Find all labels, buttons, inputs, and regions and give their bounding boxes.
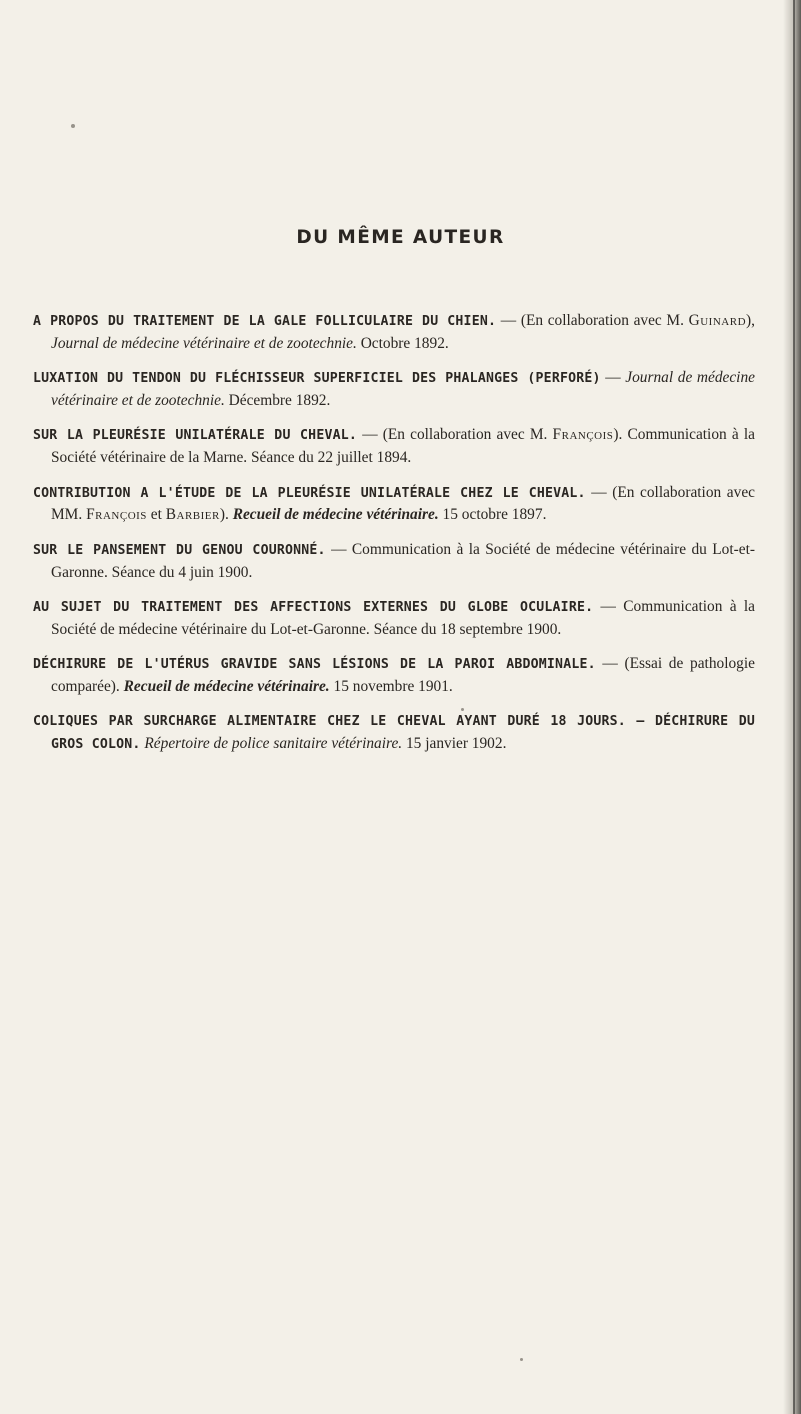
entry-title: DÉCHIRURE DE L'UTÉRUS GRAVIDE SANS LÉSIONS DE LA PAROI ABDOMINALE.: [33, 657, 596, 673]
entry-text: ). Communication à la Société vétérinaire de la Marne. Séance du 22 juillet 1894.: [51, 426, 755, 467]
paper-speck: [520, 1358, 523, 1361]
entry-text: —: [600, 369, 626, 387]
page-edge-line: [793, 0, 795, 1414]
entry-journal: Recueil de médecine vétérinaire.: [232, 506, 439, 524]
entry-date: Décembre 1892.: [224, 391, 331, 409]
entry-title: A PROPOS DU TRAITEMENT DE LA GALE FOLLICULAIRE DU CHIEN.: [33, 314, 497, 329]
entry-text: — Communication à la Société de médecine vétérinaire du Lot-et-Garonne. Séance du 4 juin 1900.: [51, 540, 756, 581]
entry-journal: Répertoire de police sanitaire vétérinaire.: [144, 735, 403, 753]
entry-author: François: [86, 506, 147, 524]
entry-author: François: [552, 426, 614, 444]
entry-journal: Recueil de médecine vétérinaire.: [123, 677, 330, 695]
entry-author: Guinard: [688, 312, 747, 329]
bibliography-entry: [33, 310, 755, 355]
entry-date: 15 novembre 1901.: [329, 677, 453, 695]
entry-title: AU SUJET DU TRAITEMENT DES AFFECTIONS EXTERNES DU GLOBE OCULAIRE.: [33, 599, 594, 615]
entry-text: ).: [219, 506, 233, 524]
entry-title: COLIQUES PAR SURCHARGE ALIMENTAIRE CHEZ LE CHEVAL AYANT DURÉ 18 JOURS. — DÉCHIRURE DU GROS COLON.: [33, 714, 755, 753]
bibliography-entry: [33, 710, 755, 756]
entry-date: Octobre 1892.: [356, 334, 449, 352]
page-edge-shadow: [783, 0, 801, 1414]
entry-text: — (Essai de pathologie comparée).: [51, 655, 755, 695]
bibliography-entry: [33, 596, 755, 641]
bibliography-entry: [33, 539, 755, 584]
page-heading: DU MÊME AUTEUR: [296, 227, 505, 248]
entry-author: Barbier: [165, 506, 220, 524]
entry-title: SUR LA PLEURÉSIE UNILATÉRALE DU CHEVAL.: [33, 428, 358, 444]
entry-text: et: [146, 506, 166, 524]
bibliography-entry: [33, 653, 755, 698]
bibliography-entry: [33, 367, 755, 412]
bibliography-entry: [33, 482, 755, 527]
entry-text: — (En collaboration avec M.: [496, 312, 689, 329]
bibliography-list: [33, 310, 755, 769]
entry-text: ),: [746, 312, 755, 329]
entry-journal: Journal de médecine vétérinaire et de zootechnie.: [51, 334, 357, 352]
entry-date: 15 octobre 1897.: [438, 506, 547, 524]
entry-date: 15 janvier 1902.: [402, 735, 507, 753]
entry-text: — (En collaboration avec M.: [357, 426, 553, 444]
entry-journal: Journal de médecine vétérinaire et de zootechnie.: [51, 369, 755, 409]
entry-title: LUXATION DU TENDON DU FLÉCHISSEUR SUPERFICIEL DES PHALANGES (PERFORÉ): [33, 371, 601, 387]
bibliography-entry: [33, 424, 755, 469]
entry-title: CONTRIBUTION A L'ÉTUDE DE LA PLEURÉSIE UNILATÉRALE CHEZ LE CHEVAL.: [33, 485, 586, 501]
entry-text: — Communication à la Société de médecine vétérinaire du Lot-et-Garonne. Séance du 18 septembre 1900.: [51, 597, 755, 638]
entry-text: — (En collaboration avec MM.: [51, 483, 755, 524]
paper-speck: [71, 124, 75, 128]
entry-title: SUR LE PANSEMENT DU GENOU COURONNÉ.: [33, 542, 326, 558]
